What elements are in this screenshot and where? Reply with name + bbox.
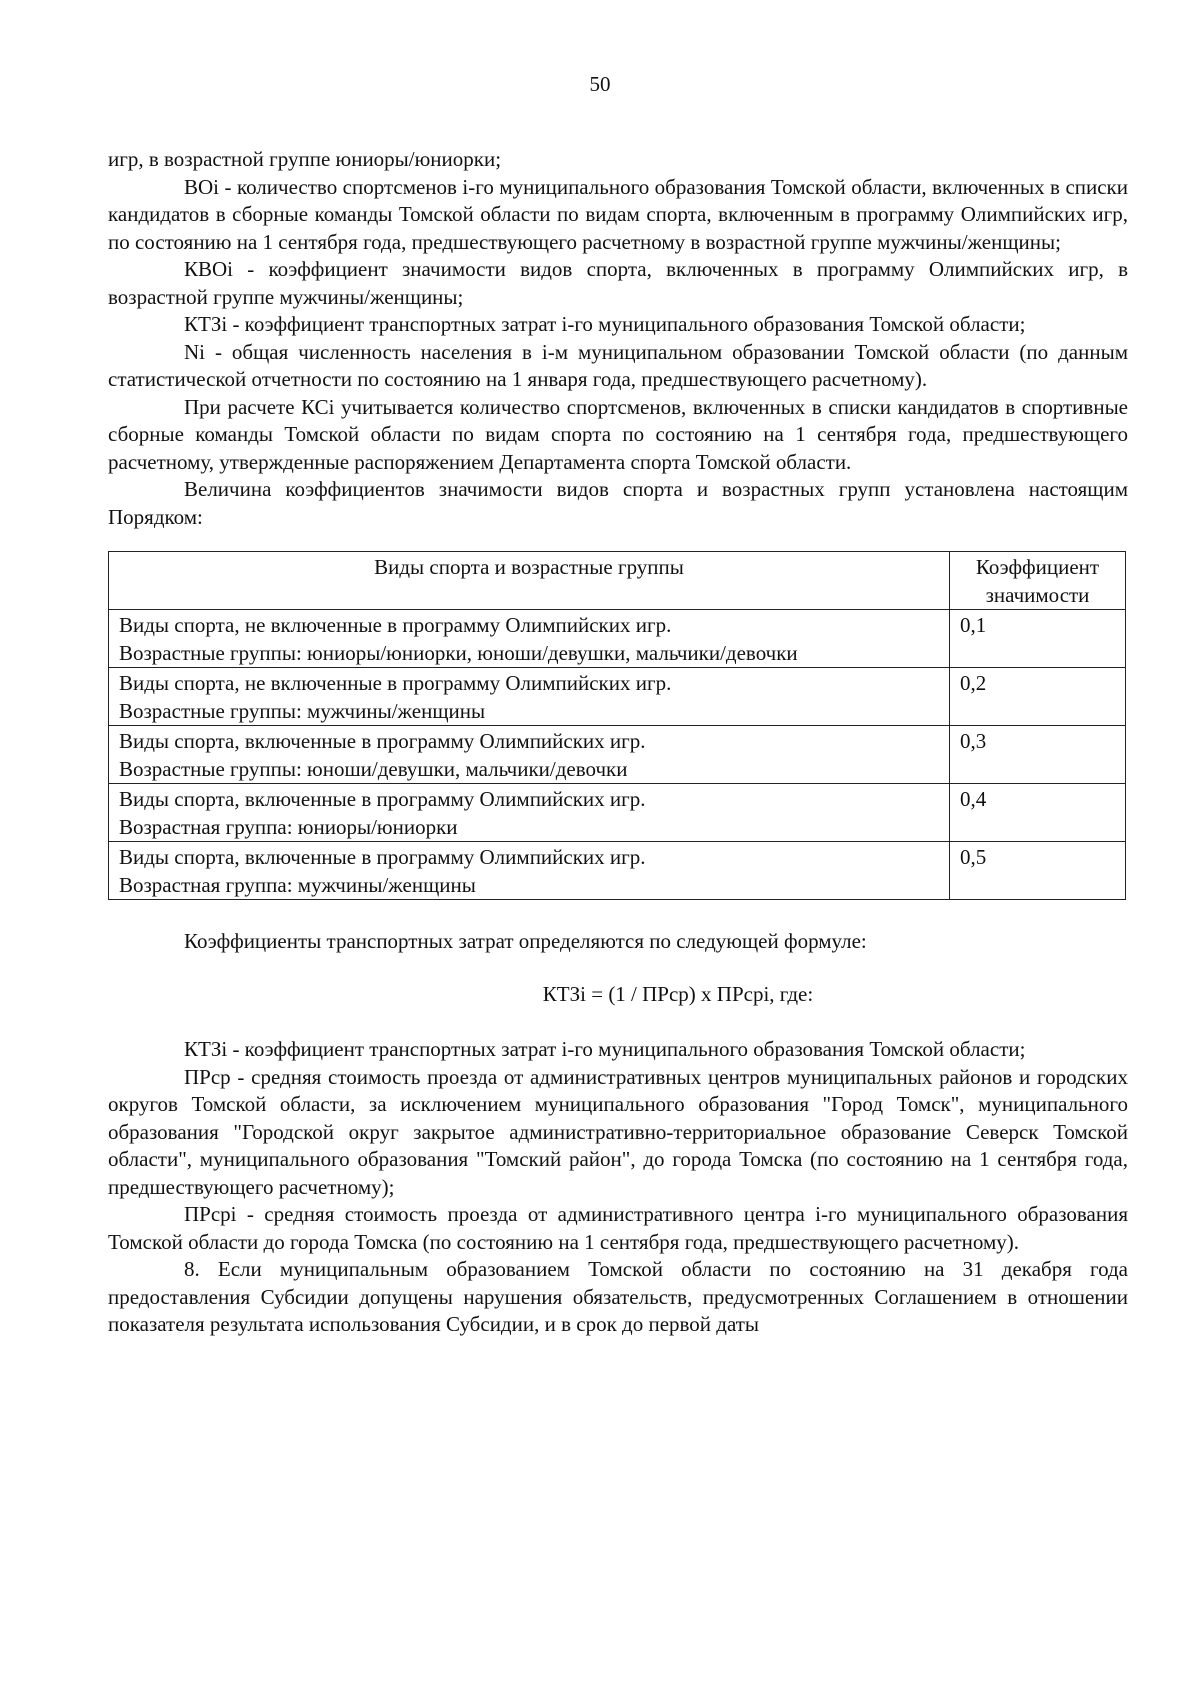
paragraph: Ni - общая численность населения в i-м муниципальном образовании Томской области (по данным статистической отчетности по состоянию на 1 января года, предшествующего расчетному). bbox=[108, 339, 1128, 391]
paragraph: Величина коэффициентов значимости видов спорта и возрастных групп установлена настоящим Порядком: bbox=[108, 477, 1128, 529]
paragraph: При расчете КСi учитывается количество спортсменов, включенных в списки кандидатов в спортивные сборные команды Томской области по видам спорта по состоянию на 1 сентября года, предшествующего расчетному, утвержденные распоряжением Департамента спорта Томской области. bbox=[108, 394, 1128, 474]
table-cell-description bbox=[109, 668, 950, 726]
table-cell-line2: Возрастные группы: мужчины/женщины bbox=[119, 699, 486, 723]
table-cell-line2: Возрастная группа: юниоры/юниорки bbox=[119, 815, 458, 839]
table-header-sports: Виды спорта и возрастные группы bbox=[109, 552, 950, 610]
paragraph: КТЗi - коэффициент транспортных затрат i-го муниципального образования Томской области; bbox=[184, 1037, 1026, 1061]
coefficient-table bbox=[108, 551, 1126, 900]
paragraph: 8. Если муниципальным образованием Томской области по состоянию на 31 декабря года предоставления Субсидии допущены нарушения обязательств, предусмотренных Соглашением в отношении показателя результата использования Субсидии, и в срок до первой даты bbox=[108, 1257, 1128, 1336]
page-number: 50 bbox=[589, 72, 611, 96]
formula-intro: Коэффициенты транспортных затрат определяются по следующей формуле: bbox=[184, 929, 867, 953]
table-cell-line1: Виды спорта, включенные в программу Олимпийских игр. bbox=[119, 787, 646, 811]
table-cell-line1: Виды спорта, не включенные в программу Олимпийских игр. bbox=[119, 613, 672, 637]
table-cell-coefficient: 0,1 bbox=[950, 610, 1126, 668]
table-cell-line2: Возрастные группы: юноши/девушки, мальчики/девочки bbox=[119, 757, 628, 781]
paragraph: ПРсрi - средняя стоимость проезда от административного центра i-го муниципального образования Томской области до города Томска (по состоянию на 1 сентября года, предшествующего расчетному). bbox=[108, 1202, 1128, 1254]
table-cell-line2: Возрастная группа: мужчины/женщины bbox=[119, 873, 476, 897]
table-row bbox=[109, 784, 1126, 842]
paragraph: КВОi - коэффициент значимости видов спорта, включенных в программу Олимпийских игр, в возрастной группе мужчины/женщины; bbox=[108, 257, 1128, 309]
table-row bbox=[109, 668, 1126, 726]
table-cell-description bbox=[109, 610, 950, 668]
formula: КТЗi = (1 / ПРср) х ПРсрi, где: bbox=[542, 981, 814, 1006]
paragraph: игр, в возрастной группе юниоры/юниорки; bbox=[108, 147, 502, 171]
paragraph: ВОi - количество спортсменов i-го муниципального образования Томской области, включенных в списки кандидатов в сборные команды Томской области по видам спорта, включенным в программу Олимпийских игр, по состоянию на 1 сентября года, предшествующего расчетному в возрастной группе мужчины/женщины; bbox=[108, 174, 1128, 254]
table-header-coefficient bbox=[950, 552, 1126, 610]
bottom-paragraphs bbox=[108, 1036, 1128, 1339]
table-row bbox=[109, 610, 1126, 668]
table-cell-line2: Возрастные группы: юниоры/юниорки, юноши/девушки, мальчики/девочки bbox=[119, 641, 798, 665]
table-header-row bbox=[109, 552, 1126, 610]
paragraph: КТЗi - коэффициент транспортных затрат i-го муниципального образования Томской области; bbox=[184, 312, 1026, 336]
table-header-coefficient-line2: значимости bbox=[985, 583, 1090, 607]
table-cell-line1: Виды спорта, включенные в программу Олимпийских игр. bbox=[119, 729, 646, 753]
paragraph: ПРср - средняя стоимость проезда от административных центров муниципальных районов и городских округов Томской области, за исключением муниципального образования "Город Томск", муниципального образования "Городской округ закрытое административно-территориальное образование Северск Томской области", муниципального образования "Томский район", до города Томска (по состоянию на 1 сентября года, предшествующего расчетному); bbox=[108, 1064, 1128, 1199]
table-header-coefficient-line1: Коэффициент bbox=[975, 555, 1100, 579]
table-cell-description bbox=[109, 842, 950, 900]
table-cell-line1: Виды спорта, включенные в программу Олимпийских игр. bbox=[119, 845, 646, 869]
top-paragraphs bbox=[108, 146, 1128, 531]
table-cell-description bbox=[109, 784, 950, 842]
table-row bbox=[109, 726, 1126, 784]
table-cell-coefficient: 0,4 bbox=[950, 784, 1126, 842]
document-body bbox=[108, 146, 1128, 1339]
table-cell-coefficient: 0,3 bbox=[950, 726, 1126, 784]
table-row bbox=[109, 842, 1126, 900]
table-cell-coefficient: 0,5 bbox=[950, 842, 1126, 900]
table-cell-description bbox=[109, 726, 950, 784]
table-body bbox=[109, 610, 1126, 900]
table-cell-line1: Виды спорта, не включенные в программу Олимпийских игр. bbox=[119, 671, 672, 695]
table-cell-coefficient: 0,2 bbox=[950, 668, 1126, 726]
